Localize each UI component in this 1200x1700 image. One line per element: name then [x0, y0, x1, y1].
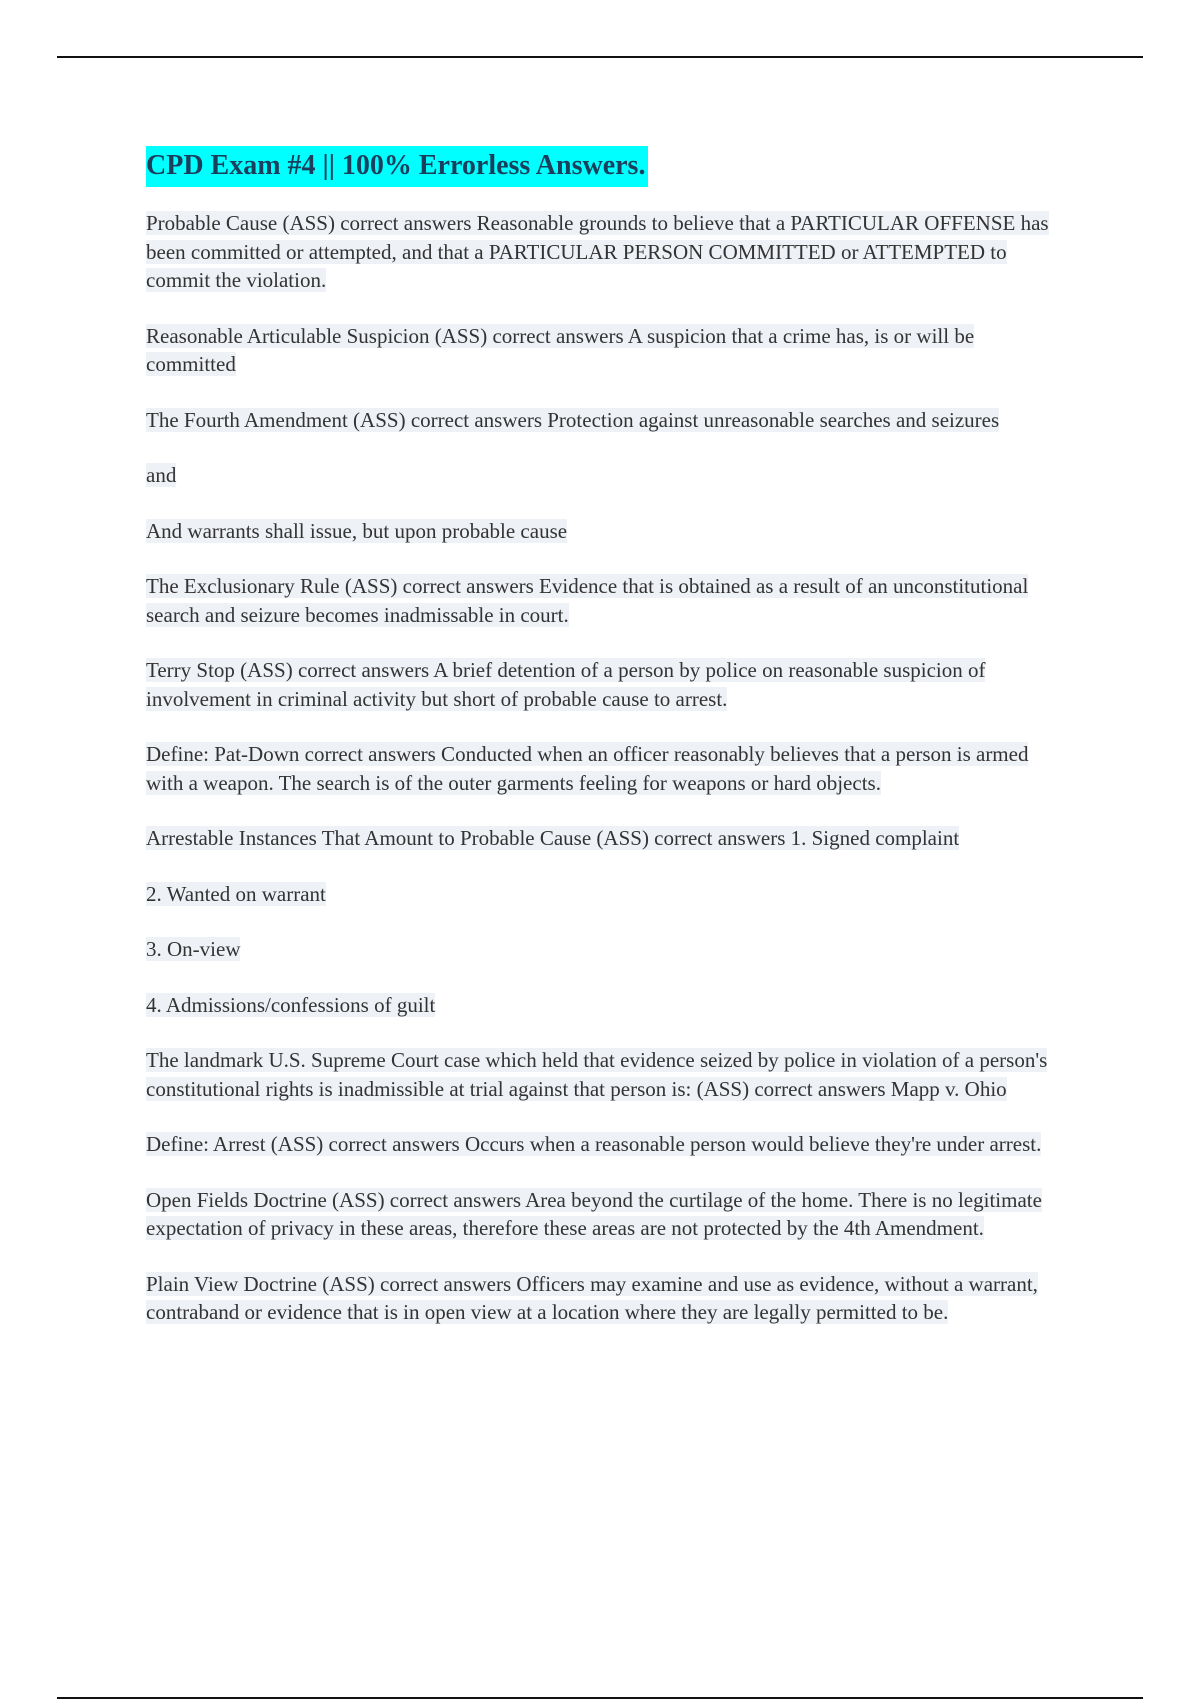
qa-paragraph	[146, 1186, 1066, 1243]
qa-paragraph	[146, 880, 1066, 909]
qa-paragraph	[146, 209, 1066, 295]
paragraph-text: The landmark U.S. Supreme Court case which held that evidence seized by police in violation of a person's constitutional rights is inadmissible at trial against that person is: (ASS) correct answers Mapp v. Ohio	[146, 1048, 1048, 1101]
qa-paragraph	[146, 322, 1066, 379]
qa-paragraph	[146, 824, 1066, 853]
document-title-block	[146, 146, 1066, 209]
qa-paragraph	[146, 461, 1066, 490]
paragraph-text: Open Fields Doctrine (ASS) correct answers Area beyond the curtilage of the home. There is no legitimate expectation of privacy in these areas, therefore these areas are not protected by the 4th Amendment.	[146, 1187, 1042, 1240]
paragraph-text: Arrestable Instances That Amount to Probable Cause (ASS) correct answers 1. Signed complaint	[146, 826, 960, 850]
qa-paragraph	[146, 1046, 1066, 1103]
paragraph-text: Reasonable Articulable Suspicion (ASS) correct answers A suspicion that a crime has, is or will be committed	[146, 323, 975, 376]
paragraph-text: 2. Wanted on warrant	[146, 881, 326, 906]
paragraph-text: The Fourth Amendment (ASS) correct answers Protection against unreasonable searches and seizures	[146, 407, 1000, 432]
paragraph-text: Terry Stop (ASS) correct answers A brief detention of a person by police on reasonable suspicion of involvement in criminal activity but short of probable cause to arrest.	[146, 658, 986, 711]
qa-paragraph	[146, 656, 1066, 713]
qa-paragraph	[146, 1130, 1066, 1159]
paragraph-text: The Exclusionary Rule (ASS) correct answers Evidence that is obtained as a result of an unconstitutional search and seizure becomes inadmissable in court.	[146, 574, 1029, 627]
qa-paragraph	[146, 517, 1066, 546]
qa-paragraph	[146, 935, 1066, 964]
document-body	[146, 146, 1066, 1354]
paragraph-text: 3. On-view	[146, 937, 241, 961]
qa-paragraph	[146, 740, 1066, 797]
footer-rule	[57, 1697, 1143, 1699]
document-title: CPD Exam #4 || 100% Errorless Answers.	[146, 146, 648, 187]
qa-paragraph	[146, 1270, 1066, 1327]
paragraph-text: Probable Cause (ASS) correct answers Reasonable grounds to believe that a PARTICULAR OFFENSE has been committed or attempted, and that a PARTICULAR PERSON COMMITTED or ATTEMPTED to commit the violation.	[146, 211, 1049, 292]
qa-paragraph	[146, 406, 1066, 435]
paragraph-text: and	[146, 463, 177, 487]
paragraph-text: 4. Admissions/confessions of guilt	[146, 992, 436, 1017]
paragraph-text: Define: Arrest (ASS) correct answers Occurs when a reasonable person would believe they're under arrest.	[146, 1132, 1042, 1156]
qa-paragraph	[146, 991, 1066, 1020]
qa-paragraph	[146, 572, 1066, 629]
paragraph-text: And warrants shall issue, but upon probable cause	[146, 518, 568, 543]
paragraph-text: Define: Pat-Down correct answers Conducted when an officer reasonably believes that a person is armed with a weapon. The search is of the outer garments feeling for weapons or hard objects.	[146, 742, 1029, 795]
paragraph-text: Plain View Doctrine (ASS) correct answers Officers may examine and use as evidence, without a warrant, contraband or evidence that is in open view at a location where they are legally permitted to be.	[146, 1271, 1038, 1324]
header-rule	[57, 56, 1143, 58]
